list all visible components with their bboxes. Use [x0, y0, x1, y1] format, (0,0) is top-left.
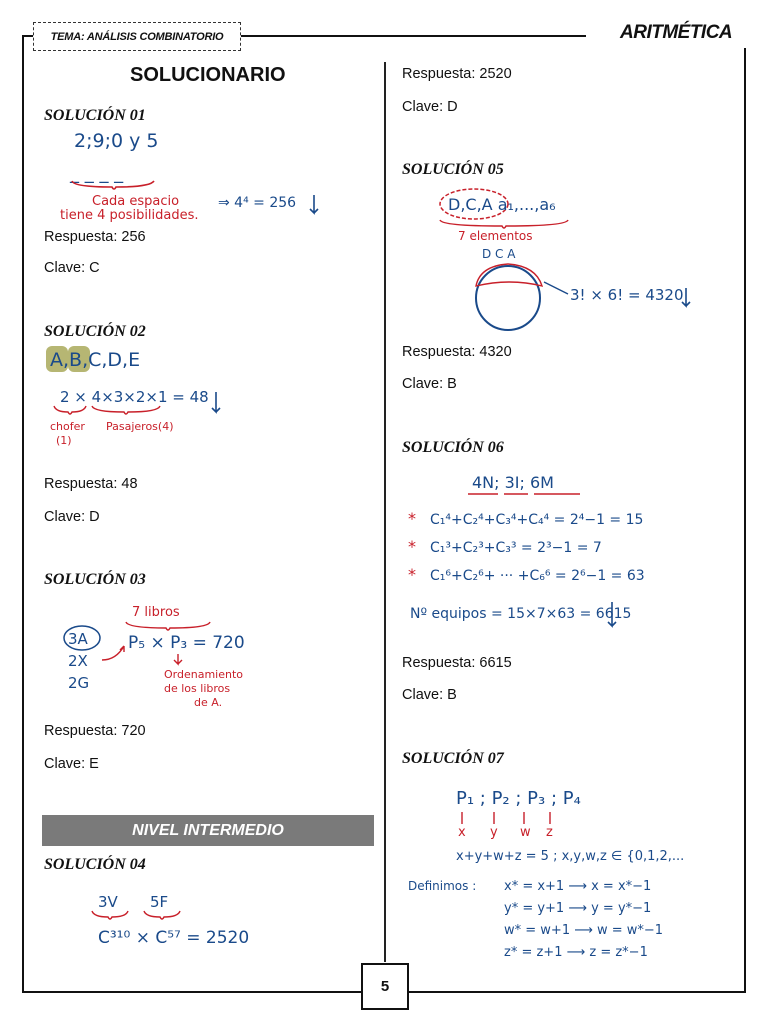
hw-chofer-count: (1) [56, 434, 72, 447]
hw-line-3: C₁⁶+C₂⁶+ ··· +C₆⁶ = 2⁶−1 = 63 [430, 568, 645, 584]
hw-set: 4N; 3I; 6M [472, 473, 554, 492]
hw-digits: 2;9;0 y 5 [74, 130, 159, 152]
hw-expression: C³¹⁰ × C⁵⁷ = 2520 [98, 928, 250, 948]
solution-05-key: Clave: B [402, 376, 457, 392]
solution-03-key: Clave: E [44, 756, 99, 772]
hw-ps: P₁ ; P₂ ; P₃ ; P₄ [456, 788, 581, 809]
solution-04-handwriting [40, 885, 380, 955]
hw-item-3: 2G [68, 674, 90, 692]
solution-03-title: SOLUCIÓN 03 [44, 571, 146, 588]
hw-var-y: y [490, 825, 498, 840]
page-title: SOLUCIONARIO [130, 64, 286, 86]
solution-02-title: SOLUCIÓN 02 [44, 323, 146, 340]
frame-top-line-right [240, 35, 586, 37]
hw-circle [476, 266, 540, 330]
hw-pasajeros: Pasajeros(4) [106, 420, 174, 433]
hw-note1: Cada espacio [92, 194, 180, 209]
solution-02-handwriting [40, 342, 380, 452]
page-number: 5 [361, 963, 409, 1010]
hw-v: 3V [98, 893, 118, 911]
hw-definimos: Definimos : [408, 879, 477, 893]
hw-arrow [102, 646, 124, 660]
frame-left-line [22, 35, 24, 993]
frame-right-line [744, 35, 746, 993]
hw-item-1: 3A [68, 630, 88, 648]
hw-line-1: C₁⁴+C₂⁴+C₃⁴+C₄⁴ = 2⁴−1 = 15 [430, 512, 644, 528]
hw-def-x: x* = x+1 ⟶ x = x*−1 [504, 879, 652, 894]
solution-04-key: Clave: D [402, 99, 458, 115]
solution-04-title: SOLUCIÓN 04 [44, 856, 146, 873]
hw-chofer: chofer [50, 420, 85, 433]
hw-note2: tiene 4 posibilidades. [60, 208, 199, 223]
column-divider [384, 62, 386, 962]
hw-slots: _ _ _ _ [70, 163, 124, 184]
hw-brace-f [144, 911, 180, 919]
section-band: NIVEL INTERMEDIO [42, 815, 374, 846]
hw-star-2: * [408, 537, 416, 556]
hw-down-arrow [212, 392, 220, 412]
hw-down-arrow [174, 654, 182, 664]
hw-star-3: * [408, 565, 416, 584]
hw-note1: Ordenamiento [164, 668, 244, 681]
hw-def-w: w* = w+1 ⟶ w = w*−1 [504, 923, 664, 938]
solution-01-key: Clave: C [44, 260, 100, 276]
hw-var-x: x [458, 825, 466, 840]
solution-05-handwriting [400, 186, 740, 336]
solution-07-title: SOLUCIÓN 07 [402, 750, 504, 767]
hw-brace-pasajeros [92, 406, 160, 414]
solution-04-answer: Respuesta: 2520 [402, 66, 512, 82]
hw-expression: 3! × 6! = 4320 [570, 286, 684, 304]
subject-title: ARITMÉTICA [600, 22, 760, 48]
hw-total: Nº equipos = 15×7×63 = 6615 [410, 606, 632, 622]
topic-label: TEMA: ANÁLISIS COMBINATORIO [33, 22, 241, 51]
hw-note2: de los libros [164, 682, 231, 695]
hw-letters: A,B,C,D,E [50, 349, 141, 371]
solution-06-answer: Respuesta: 6615 [402, 655, 512, 671]
hw-libros: 7 libros [132, 605, 180, 620]
hw-arrows [462, 812, 550, 824]
hw-var-w: w [520, 825, 531, 840]
hw-item-2: 2X [68, 652, 88, 670]
hw-def-y: y* = y+1 ⟶ y = y*−1 [504, 901, 652, 916]
hw-brace-chofer [54, 406, 86, 414]
hw-result: ⇒ 4⁴ = 256 [218, 195, 297, 211]
solution-01-answer: Respuesta: 256 [44, 229, 146, 245]
hw-line-2: C₁³+C₂³+C₃³ = 2³−1 = 7 [430, 540, 602, 556]
hw-equation: x+y+w+z = 5 ; x,y,w,z ∈ {0,1,2,... [456, 849, 685, 864]
hw-var-z: z [546, 825, 553, 840]
solution-01-handwriting [40, 125, 380, 225]
solution-05-answer: Respuesta: 4320 [402, 344, 512, 360]
solution-03-handwriting [40, 598, 380, 716]
solution-03-answer: Respuesta: 720 [44, 723, 146, 739]
solution-02-answer: Respuesta: 48 [44, 476, 138, 492]
hw-expression: P₅ × P₃ = 720 [128, 633, 245, 653]
hw-star-1: * [408, 509, 416, 528]
hw-down-arrow [310, 195, 318, 213]
hw-note3: de A. [194, 696, 223, 709]
solution-06-title: SOLUCIÓN 06 [402, 439, 504, 456]
solution-05-title: SOLUCIÓN 05 [402, 161, 504, 178]
hw-brace [440, 220, 568, 228]
hw-elementos: 7 elementos [458, 229, 533, 243]
hw-circle-letters: D C A [482, 247, 516, 261]
solution-06-handwriting [400, 466, 740, 636]
hw-brace [126, 622, 210, 630]
hw-set: D,C,A a₁,...,a₆ [448, 195, 556, 214]
hw-arrow [544, 282, 568, 294]
solution-06-key: Clave: B [402, 687, 457, 703]
solution-02-key: Clave: D [44, 509, 100, 525]
hw-def-z: z* = z+1 ⟶ z = z*−1 [504, 945, 648, 960]
solution-01-title: SOLUCIÓN 01 [44, 107, 146, 124]
hw-brace-v [92, 911, 128, 919]
hw-f: 5F [150, 893, 169, 911]
solution-07-handwriting [400, 778, 740, 968]
hw-expression: 2 × 4×3×2×1 = 48 [60, 388, 209, 406]
